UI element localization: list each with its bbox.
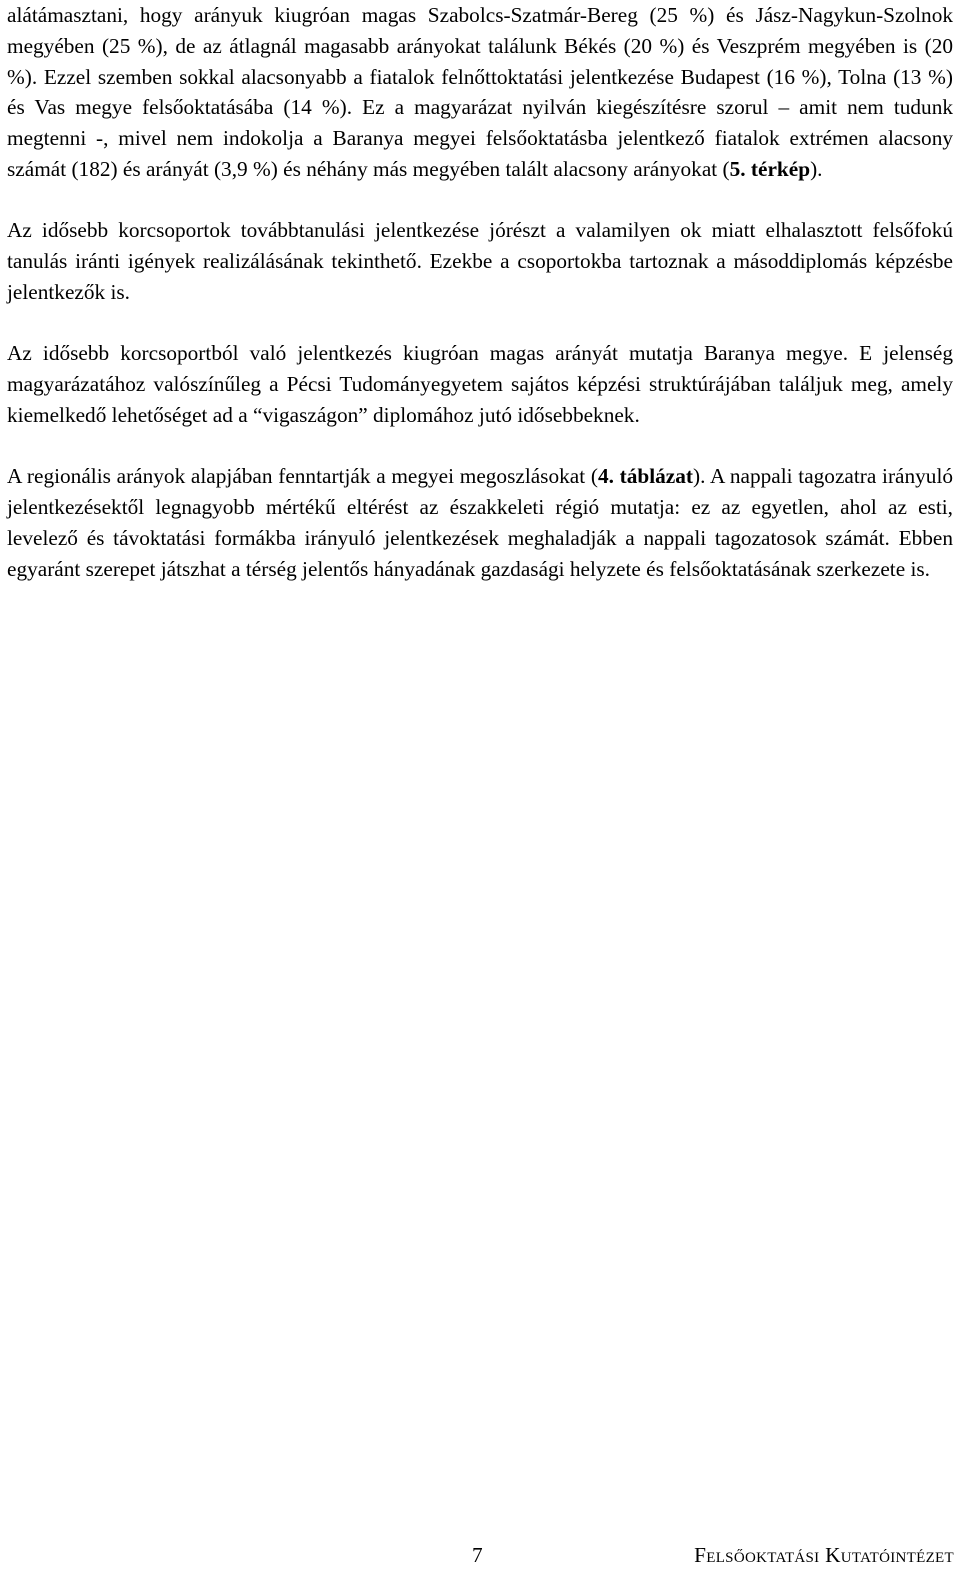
paragraph-baranya xyxy=(7,338,953,430)
paragraph-text: Az idősebb korcsoportok továbbtanulási jelentkezése jórészt a valamilyen ok miatt elhalasztott felsőfokú tanulás iránti igények realizálásának tekinthető. Ezekbe a csoportokba tartoznak a másoddiplomás képzésbe jelentkezők is. xyxy=(7,218,953,304)
footer-organization: Felsőoktatási Kutatóintézet xyxy=(694,1543,954,1567)
paragraph-older-age-groups xyxy=(7,215,953,307)
page-footer xyxy=(0,1532,960,1569)
paragraph-regional-rates xyxy=(7,0,953,185)
paragraph-text: ). xyxy=(810,156,823,181)
paragraph-text: alátámasztani, hogy arányuk kiugróan magas Szabolcs-Szatmár-Bereg (25 %) és Jász-Nagykun-Szolnok megyében (25 %), de az átlagnál magasabb arányokat találunk Békés (20 %) és Veszprém megyében is (20 %). Ezzel szemben sokkal alacsonyabb a fiatalok felnőttoktatási jelentkezése Budapest (16 %), Tolna (13 %) és Vas megye felsőoktatásába (14 %). Ez a magyarázat nyilván kiegészítésre szorul – amit nem tudunk megtenni -, mivel nem indokolja a Baranya megyei felsőoktatásba jelentkező fiatalok extrémen alacsony számát (182) és arányát (3,9 %) és néhány más megyében talált alacsony arányokat ( xyxy=(7,3,953,181)
table-reference: 4. táblázat xyxy=(597,464,693,489)
document-body xyxy=(7,0,953,585)
paragraph-text: A regionális arányok alapjában fenntartják a megyei megoszlásokat ( xyxy=(7,464,598,489)
page-number: 7 xyxy=(472,1543,483,1567)
paragraph-text: ). A nappali tagozatra irányuló jelentkezésektől legnagyobb mértékű eltérést az északkeleti régió mutatja: ez az egyetlen, ahol az esti, levelező és távoktatási formákba irányuló jelentkezések meghaladják a nappali tagozatosok számát. Ebben egyaránt szerepet játszhat a térség jelentős hányadának gazdasági helyzete és felsőoktatásának szerkezete is. xyxy=(7,464,954,581)
map-reference: 5. térkép xyxy=(729,156,811,181)
paragraph-text: Az idősebb korcsoportból való jelentkezés kiugróan magas arányát mutatja Baranya megye. E jelenség magyarázatához valószínűleg a Pécsi Tudományegyetem sajátos képzési struktúrájában találjuk meg, amely kiemelkedő lehetőséget ad a “vigaszágon” diplomához jutó idősebbeknek. xyxy=(7,341,953,427)
paragraph-regional-distribution xyxy=(7,461,953,584)
